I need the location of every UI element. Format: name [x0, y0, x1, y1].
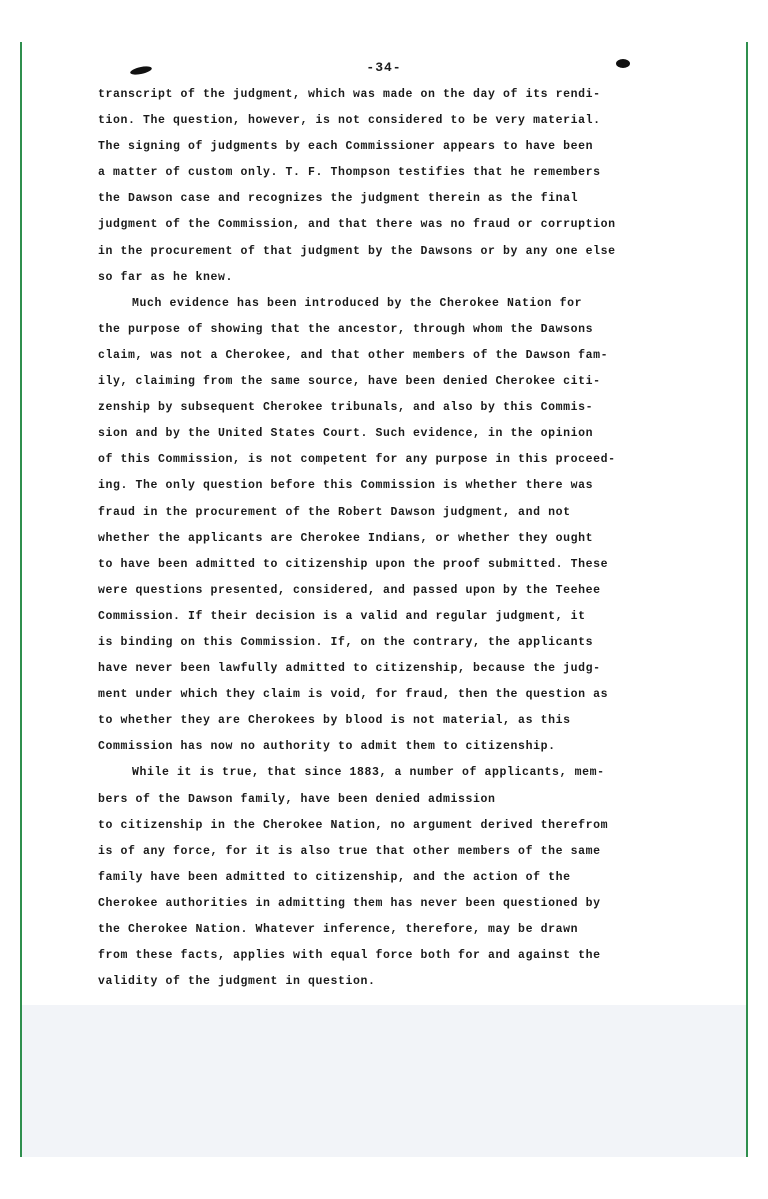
text-line: is binding on this Commission. If, on the contrary, the applicants — [98, 635, 594, 649]
document-page — [22, 42, 746, 1005]
text-line: Cherokee authorities in admitting them has never been questioned by — [98, 896, 601, 910]
text-line: so far as he knew. — [98, 270, 234, 284]
body-text — [98, 82, 678, 995]
text-line: bers of the Dawson family, have been denied admission — [98, 792, 496, 806]
text-line: of this Commission, is not competent for any purpose in this proceed- — [98, 453, 616, 467]
text-line: Commission has now no authority to admit them to citizenship. — [98, 740, 556, 754]
text-line: The signing of judgments by each Commissioner appears to have been — [98, 140, 594, 154]
text-line: Much evidence has been introduced by the Cherokee Nation for — [132, 296, 583, 310]
text-line: to whether they are Cherokees by blood is not material, as this — [98, 714, 571, 728]
text-line: fraud in the procurement of the Robert Dawson judgment, and not — [98, 505, 571, 519]
text-line: judgment of the Commission, and that there was no fraud or corruption — [98, 218, 616, 232]
text-line: While it is true, that since 1883, a number of applicants, mem- — [132, 766, 605, 780]
text-line: the purpose of showing that the ancestor, through whom the Dawsons — [98, 322, 594, 336]
text-line: is of any force, for it is also true that other members of the same — [98, 844, 601, 858]
text-line: ment under which they claim is void, for fraud, then the question as — [98, 688, 609, 702]
text-line: the Dawson case and recognizes the judgment therein as the final — [98, 192, 579, 206]
text-line: transcript of the judgment, which was made on the day of its rendi- — [98, 88, 601, 101]
text-line: were questions presented, considered, and passed upon by the Teehee — [98, 583, 601, 597]
text-line: from these facts, applies with equal force both for and against the — [98, 949, 601, 963]
bottom-blank-area — [22, 1005, 746, 1157]
text-line: whether the applicants are Cherokee Indians, or whether they ought — [98, 531, 594, 545]
text-line: to have been admitted to citizenship upon the proof submitted. These — [98, 557, 609, 571]
text-line: family have been admitted to citizenship, and the action of the — [98, 870, 571, 884]
text-line: a matter of custom only. T. F. Thompson testifies that he remembers — [98, 166, 601, 180]
text-line: claim, was not a Cherokee, and that other members of the Dawson fam- — [98, 348, 609, 362]
text-line: sion and by the United States Court. Such evidence, in the opinion — [98, 427, 594, 441]
text-line: ily, claiming from the same source, have been denied Cherokee citi- — [98, 375, 601, 389]
text-line: ing. The only question before this Commission is whether there was — [98, 479, 594, 493]
text-line: Commission. If their decision is a valid and regular judgment, it — [98, 609, 586, 623]
text-line: have never been lawfully admitted to citizenship, because the judg- — [98, 662, 601, 676]
text-line: to citizenship in the Cherokee Nation, no argument derived therefrom — [98, 818, 609, 832]
right-frame-line — [746, 42, 748, 1157]
page-number: -34- — [366, 60, 402, 75]
text-line: zenship by subsequent Cherokee tribunals, and also by this Commis- — [98, 401, 594, 415]
text-line: tion. The question, however, is not considered to be very material. — [98, 114, 601, 128]
text-line: in the procurement of that judgment by the Dawsons or by any one else — [98, 244, 616, 258]
text-line: the Cherokee Nation. Whatever inference, therefore, may be drawn — [98, 923, 579, 936]
text-line: validity of the judgment in question. — [98, 975, 376, 989]
